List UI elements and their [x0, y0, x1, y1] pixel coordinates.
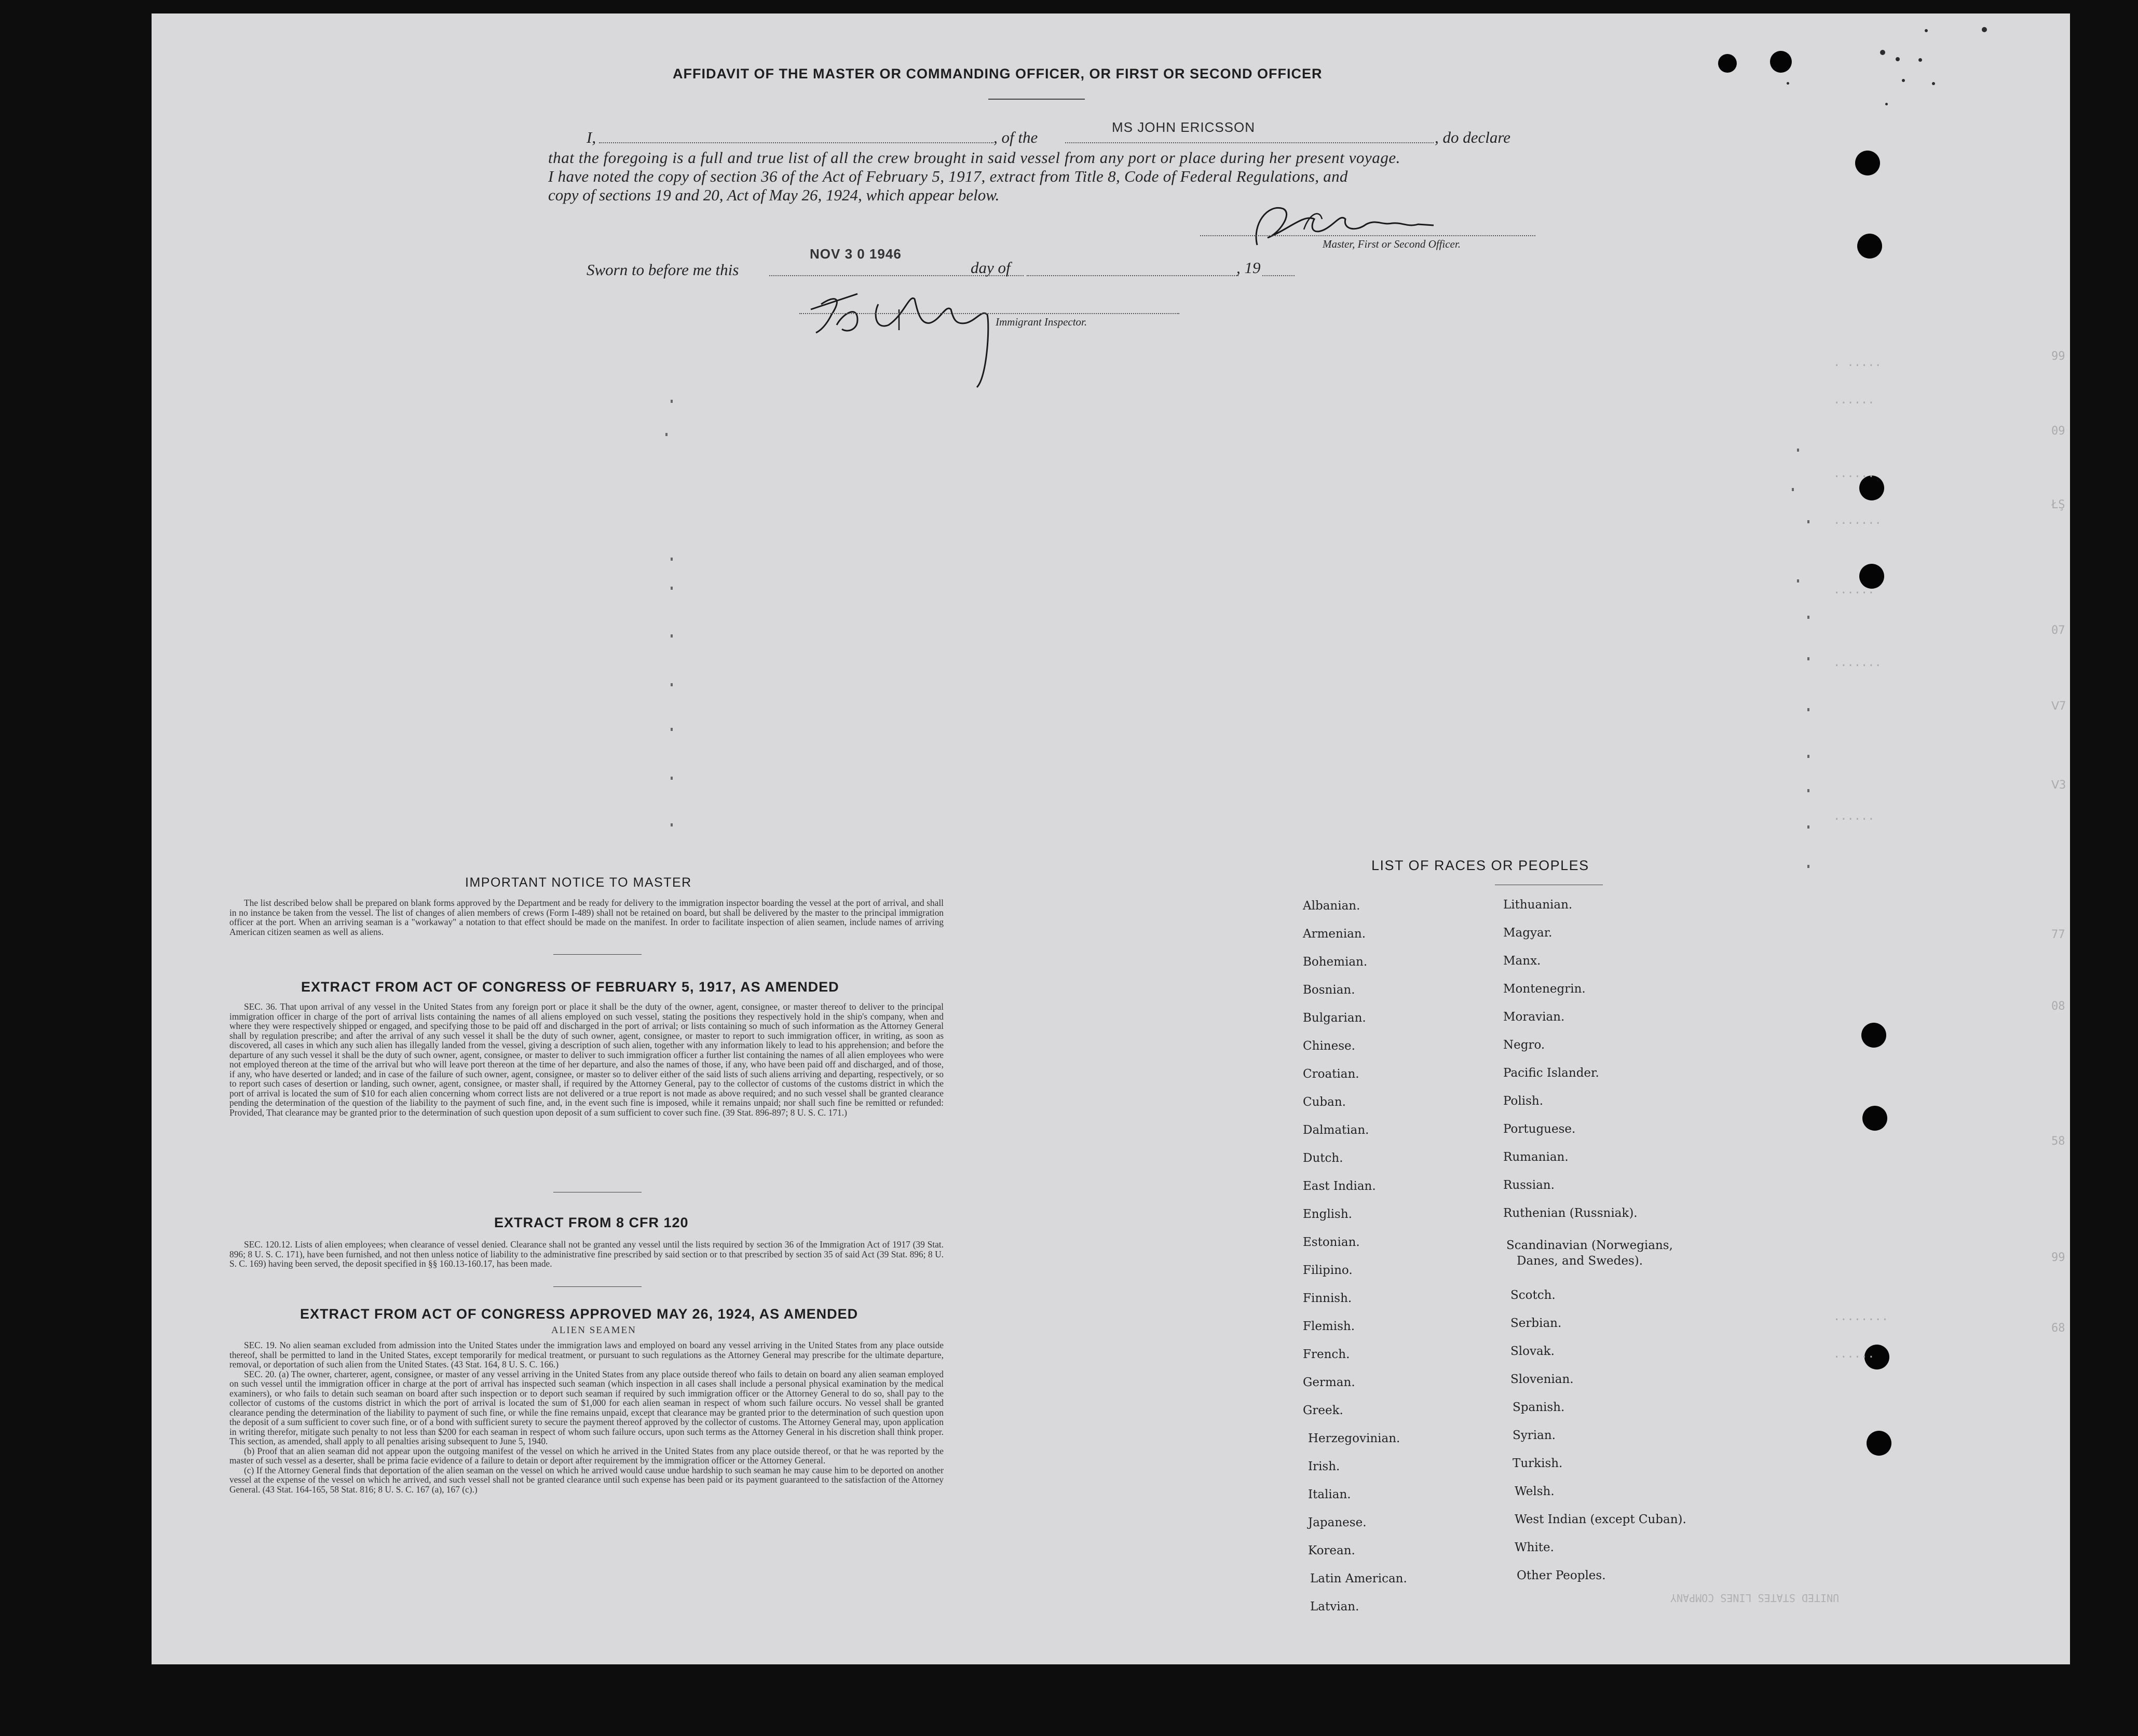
affidavit-i-label: I,	[587, 128, 596, 146]
race-item: Finnish.	[1303, 1292, 1352, 1305]
inspector-signature	[800, 273, 1039, 392]
extract-1917-paragraph: SEC. 36. That upon arrival of any vessel in the United States from any foreign port or place it shall be the duty of the owner, agent, consignee, or master thereof to deliver to the principal immigration officer in charge of the port of arrival lists containing the names of all aliens employed on such vessel, stating the positions they respectively hold in the ship's company, when and where they were respectively shipped or engaged, and specifying those to be paid off and discharged in the port of arrival; or lists containing so much of such information as the Attorney General shall by regulation prescribe; and after the arrival of any such vessel it shall be the duty of such owner, agent, consignee, or master to report to such immigration officer, in writing, as soon as discovered, all cases in which any such alien has illegally landed from the vessel, giving a description of such alien, together with any information likely to lead to his apprehension; and before the departure of any such vessel it shall be the duty of such owner, agent, consignee, or master to deliver to such immigration officer a further list containing the names of all alien employees who were not employed thereon at the time of the arrival but who will leave port thereon at the time of her departure, and also the names of those, if any, who have been paid off and discharged, and of those, if any, who have deserted or landed; and in case of the failure of such owner, agent, consignee, or master so to deliver either of the said lists of such aliens arriving and departing, respectively, or so to report such cases of desertion or landing, such owner, agent, consignee, or master shall, if required by the Attorney General, pay to the collector of customs of the customs district in which the port of arrival is located the sum of $10 for each alien concerning whom correct lists are not delivered or a true report is not made as above required; and no such vessel shall be granted clearance pending the determination of the question of the liability to the payment of such fine, and, in the event such fine is imposed, while it remains unpaid; nor shall such fine be remitted or refunded: Provided, That clearance may be granted prior to the determination of such question upon deposit of a sum sufficient to cover such fine. (39 Stat. 896-897; 8 U. S. C. 171.)	[229, 1001, 944, 1118]
extract-1924-subtitle: ALIEN SEAMEN	[551, 1325, 636, 1336]
race-item: Danes, and Swedes).	[1517, 1254, 1643, 1268]
master-caption: Master, First or Second Officer.	[1323, 238, 1461, 250]
race-item: Chinese.	[1303, 1039, 1355, 1053]
race-item: Cuban.	[1303, 1095, 1346, 1109]
affidavit-title: AFFIDAVIT OF THE MASTER OR COMMANDING OFFICER, OR FIRST OR SECOND OFFICER	[673, 66, 1323, 82]
race-item: Latvian.	[1310, 1600, 1359, 1613]
race-item: Negro.	[1503, 1038, 1545, 1052]
race-item: Turkish.	[1513, 1457, 1563, 1470]
race-item: Armenian.	[1303, 927, 1366, 941]
section-divider	[553, 1286, 642, 1287]
punch-hole	[1718, 54, 1737, 73]
name-fill-line	[599, 142, 993, 143]
race-item: Rumanian.	[1503, 1150, 1569, 1164]
race-item: Welsh.	[1515, 1485, 1555, 1498]
race-item: Spanish.	[1513, 1401, 1565, 1414]
sec-20c-paragraph: (c) If the Attorney General finds that deportation of the alien seaman on the vessel on which he arrived would cause undue hardship to such seaman he may cause him to be deported on another vessel at the expense of the vessel on which he arrived, and such vessel shall not be granted clearance until such expense has been paid or its payment guaranteed to the satisfaction of the Attorney General. (43 Stat. 164-165, 58 Stat. 816; 8 U. S. C. 167 (a), 167 (c).)	[229, 1464, 944, 1495]
race-item: Bulgarian.	[1303, 1011, 1366, 1025]
extract-1917-text	[229, 1002, 944, 1117]
race-item: Syrian.	[1513, 1429, 1556, 1442]
day-of-label: day of	[971, 259, 1011, 277]
race-item: Scandinavian (Norwegians,	[1506, 1239, 1673, 1252]
race-item: Lithuanian.	[1503, 898, 1573, 912]
year-prefix: , 19	[1236, 259, 1261, 277]
race-item: Flemish.	[1303, 1320, 1355, 1333]
race-item: Dalmatian.	[1303, 1123, 1369, 1137]
race-item: Russian.	[1503, 1178, 1555, 1192]
affidavit-line-3: I have noted the copy of section 36 of the Act of February 5, 1917, extract from Title 8, Code of Federal Regulations, and	[548, 167, 1348, 185]
punch-hole	[1861, 1023, 1886, 1048]
sec-20b-paragraph: (b) Proof that an alien seaman did not appear upon the outgoing manifest of the vessel on which he arrived in the United States from any place outside thereof, or that he was reported by the master of such vessel as a deserter, shall be prima facie evidence of a failure to detain or deport after requirement by the immigration officer or the Attorney General.	[229, 1445, 944, 1466]
punch-hole	[1867, 1431, 1891, 1456]
inspector-caption: Immigrant Inspector.	[996, 316, 1087, 328]
race-item: Magyar.	[1503, 926, 1553, 940]
affidavit-do-declare: , do declare	[1435, 128, 1511, 146]
race-item: Dutch.	[1303, 1151, 1343, 1165]
race-item: Bohemian.	[1303, 955, 1368, 969]
punch-hole	[1859, 564, 1884, 589]
race-item: Bosnian.	[1303, 983, 1355, 997]
race-item: West Indian (except Cuban).	[1515, 1513, 1686, 1526]
affidavit-line-4: copy of sections 19 and 20, Act of May 26, 1924, which appear below.	[548, 186, 1000, 204]
extract-cfr-title: EXTRACT FROM 8 CFR 120	[494, 1215, 689, 1230]
race-item: Polish.	[1503, 1094, 1544, 1108]
section-divider	[553, 954, 642, 955]
punch-hole	[1855, 151, 1880, 175]
notice-title: IMPORTANT NOTICE TO MASTER	[465, 875, 692, 890]
extract-cfr-text	[229, 1240, 944, 1269]
affidavit-line-2: that the foregoing is a full and true list of all the crew brought in said vessel from any port or place during her present voyage.	[548, 148, 1400, 167]
punch-hole	[1770, 51, 1792, 73]
race-item: Moravian.	[1503, 1010, 1565, 1024]
extract-1924-title: EXTRACT FROM ACT OF CONGRESS APPROVED MAY 26, 1924, AS AMENDED	[300, 1306, 859, 1322]
race-item: Italian.	[1308, 1488, 1351, 1501]
inspector-signature-line	[799, 313, 1179, 314]
title-divider	[988, 99, 1085, 100]
race-item: French.	[1303, 1348, 1350, 1361]
race-item: Ruthenian (Russniak).	[1503, 1206, 1638, 1220]
punch-hole	[1862, 1106, 1887, 1131]
master-signature-line	[1200, 235, 1535, 236]
notice-text	[229, 898, 944, 937]
sec-19-paragraph: SEC. 19. No alien seaman excluded from admission into the United States under the immigration laws and employed on board any vessel arriving in the United States from any place outside thereof, shall be permitted to land in the United States, except temporarily for medical treatment, or pursuant to such regulations as the Attorney General may prescribe for the ultimate departure, removal, or deportation of such alien from the United States. (43 Stat. 164, 8 U. S. C. 166.)	[229, 1340, 944, 1369]
race-item: Slovenian.	[1510, 1373, 1574, 1386]
race-item: Greek.	[1303, 1404, 1343, 1417]
sworn-label: Sworn to before me this	[587, 261, 739, 279]
extract-1917-title: EXTRACT FROM ACT OF CONGRESS OF FEBRUARY 5, 1917, AS AMENDED	[301, 979, 839, 995]
races-title: LIST OF RACES OR PEOPLES	[1371, 858, 1589, 873]
race-item: Slovak.	[1510, 1345, 1555, 1358]
race-item: Estonian.	[1303, 1236, 1360, 1249]
sec-20a-paragraph: SEC. 20. (a) The owner, charterer, agent, consignee, or master of any vessel arriving in the United States from any place outside thereof who fails to detain on board any alien seaman employed on such vessel until the immigration officer in charge at the port of arrival has inspected such seaman (which inspection in all cases shall include a personal physical examination by the medical examiners), or who fails to detain such seaman on board after such inspection or to deport such seaman if required by such immigration officer or the Attorney General to do so, shall pay to the collector of customs of the customs district in which the port of arrival is located the sum of $1,000 for each alien seaman in respect of whom such failure occurs. No vessel shall be granted clearance pending the determination of the liability to payment of such fine, or while the fine remains unpaid, except that clearance may be granted prior to the determination of such question upon the deposit of a sum sufficient to cover such fine, or of a bond with sufficient surety to secure the payment thereof approved by the collector of customs. The Attorney General may, upon application in writing therefor, mitigate such penalty to not less than $200 for each seaman in respect of whom such failure occurs, upon such terms as the Attorney General in his discretion shall think proper. This section, as amended, shall apply to all penalties arising subsequent to June 5, 1940.	[229, 1368, 944, 1446]
notice-paragraph: The list described below shall be prepared on blank forms approved by the Department and be ready for delivery to the immigration inspector boarding the vessel at the port of arrival, and shall in no instance be taken from the vessel. The list of changes of alien members of crews (Form I-489) shall not be retained on board, but shall be delivered by the master to the principal immigration officer at the port. When an arriving seaman is a "workaway" a notation to that effect should be made on the manifest. In order to facilitate inspection of alien seamen, include names of arriving American citizen seamen as well as aliens.	[229, 898, 944, 937]
document-page: 99 09 ŁŞ 07 ᐯ7 ᐯ3 77 08 58 99 68 · ····· ······ ······ ······· ······ ······· ······ ········ ······ AFFIDAVIT OF THE MASTER OR COMMANDING OFFICER, OR FIRST OR SECOND OFFICER I, , of the MS JOHN ERICSSON , do declare that the foregoing is a full and true list of all the crew brought in said vessel from any port or place during her present voyage. I have noted the copy of section 36 of the Act of February 5, 1917, extract from Title 8, Code of Federal Regulations, and copy of sections 19 and 20, Act of May 26, 1924, which appear below. Master, First or Second Officer. Sworn to before me this NOV 3 0 1946 day of , 19 Immigrant Inspector. IMPORTANT NOTICE TO MASTER The list described below shall be prepared on blank forms approved by the Department and be ready for delivery to the immigration inspector boarding the vessel at the port of arrival, and shall in no instance be taken from the vessel. The list of changes of alien members of crews (Form I-489) shall not be retained on board, but shall be delivered by the master to the principal immigration officer at the port. When an arriving seaman is a "workaway" a notation to that effect should be made on the manifest. In order to facilitate inspection of alien seamen, include names of arriving American citizen seamen as well as aliens. EXTRACT FROM ACT OF CONGRESS OF FEBRUARY 5, 1917, AS AMENDED SEC. 36. That upon arrival of any vessel in the United States from any foreign port or place it shall be the duty of the owner, agent, consignee, or master thereof to deliver to the principal immigration officer in charge of the port of arrival lists containing the names of all aliens employed on such vessel, stating the positions they respectively hold in the ship's company, when and where they were respectively shipped or engaged, and specifying those to be paid off and discharged in the port of arrival; or lists containing so much of such information as the Attorney General shall by regulation prescribe; and after the arrival of any such vessel it shall be the duty of such owner, agent, consignee, or master to report to such immigration officer, in writing, as soon as discovered, all cases in which any such alien has illegally landed from the vessel, giving a description of such alien, together with any information likely to lead to his apprehension; and before the departure of any such vessel it shall be the duty of such owner, agent, consignee, or master to deliver to such immigration officer a further list containing the names of all alien employees who were not employed thereon at the time of the arrival but who will leave port thereon at the time of her departure, and also the names of those, if any, who have been paid off and discharged, and of those, if any, who have deserted or landed; and in case of the failure of such owner, agent, consignee, or master so to deliver either of the said lists of such aliens arriving and departing, respectively, or so to report such cases of desertion or landing, such owner, agent, consignee, or master shall, if required by the Attorney General, pay to the collector of customs of the customs district in which the port of arrival is located the sum of $10 for each alien concerning whom correct lists are not delivered or a true report is not made as above required; and no such vessel shall be granted clearance pending the determination of the question of the liability to the payment of such fine, and, in the event such fine is imposed, while it remains unpaid; nor shall such fine be remitted or refunded: Provided, That clearance may be granted prior to the determination of such question upon deposit of a sum sufficient to cover such fine. (39 Stat. 896-897; 8 U. S. C. 171.) EXTRACT FROM 8 CFR 120 SEC. 120.12. Lists of alien employees; when clearance of vessel denied. Clearance shall not be granted any vessel until the lists required by section 36 of the Immigration Act of 1917 (39 Stat. 896; 8 U. S. C. 171), have been furnished, and not then unless notice of liability to the administrative fine prescribed by said section or to that prescribed by section 35 of said Act (39 Stat. 896; 8 U. S. C. 169) having been served, the deposit specified in §§ 160.13-160.17, has been made. EXTRACT FROM ACT OF CONGRESS APPROVED MAY 26, 1924, AS AMENDED ALIEN SEAMEN SEC. 19. No alien seaman excluded from admission into the United States under the immigration laws and employed on board any vessel arriving in the United States from any place outside thereof, shall be permitted to land in the United States, except temporarily for medical treatment, or pursuant to such regulations as the Attorney General may prescribe for the ultimate departure, removal, or deportation of such alien from the United States. (43 Stat. 164, 8 U. S. C. 166.) SEC. 20. (a) The owner, charterer, agent, consignee, or master of any vessel arriving in the United States from any place outside thereof who fails to detain on board any alien seaman employed on such vessel until the immigration officer in charge at the port of arrival has inspected such seaman (which inspection in all cases shall include a personal physical examination by the medical examiners), or who fails to detain such seaman on board after such inspection or to deport such seaman if required by such immigration officer or the Attorney General to do so, shall pay to the collector of customs of the customs district in which the port of arrival is located the sum of $1,000 for each alien seaman in respect of whom such failure occurs. No vessel shall be granted clearance pending the determination of the liability to payment of such fine, or while the fine remains unpaid, except that clearance may be granted prior to the determination of such question upon the deposit of a sum sufficient to cover such fine, or of a bond with sufficient surety to secure the payment thereof approved by the collector of customs. The Attorney General may, upon application in writing therefor, mitigate such penalty to not less than $200 for each seaman in respect of whom such failure occurs, upon such terms as the Attorney General in his discretion shall think proper. This section, as amended, shall apply to all penalties arising subsequent to June 5, 1940. (b) Proof that an alien seaman did not appear upon the outgoing manifest of the vessel on which he arrived in the United States from any place outside thereof, or that he was reported by the master of such vessel as a deserter, shall be prima facie evidence of a failure to detain or deport after requirement by the immigration officer or the Attorney General. (c) If the Attorney General finds that deportation of the alien seaman on the vessel on which he arrived would cause undue hardship to such seaman he may cause him to be deported on another vessel at the expense of the vessel on which he arrived, and such vessel shall not be granted clearance until such expense has been paid or its payment guaranteed to the satisfaction of the Attorney General. (43 Stat. 164-165, 58 Stat. 816; 8 U. S. C. 167 (a), 167 (c).) LIST OF RACES OR PEOPLES Albanian. Armenian. Bohemian. Bosnian. Bulgarian. Chinese. Croatian. Cuban. Dalmatian. Dutch. East Indian. English. Estonian. Filipino. Finnish. Flemish. French. German. Greek. Herzegovinian. Irish. Italian. Japanese. Korean. Latin American. Latvian. Lithuanian. Magyar. Manx. Montenegrin. Moravian. Negro. Pacific Islander. Polish. Portuguese. Rumanian. Russian. Ruthenian (Russniak). Scandinavian (Norwegians, Danes, and Swedes). Scotch. Serbian. Slovak. Slovenian. Spanish. Syrian. Turkish. Welsh. West Indian (except Cuban). White. Other Peoples. UNITED STATES LINES COMPANY	[152, 13, 2070, 1664]
race-item: White.	[1515, 1541, 1554, 1554]
race-item: Pacific Islander.	[1503, 1066, 1599, 1080]
race-item: Albanian.	[1303, 899, 1360, 913]
race-item: English.	[1303, 1208, 1352, 1221]
punch-hole	[1857, 234, 1882, 259]
race-item: Herzegovinian.	[1308, 1432, 1400, 1445]
extract-1924-text	[229, 1340, 944, 1494]
race-item: Portuguese.	[1503, 1122, 1576, 1136]
race-item: Other Peoples.	[1517, 1569, 1606, 1582]
race-item: Montenegrin.	[1503, 982, 1586, 996]
race-item: Manx.	[1503, 954, 1541, 968]
race-item: East Indian.	[1303, 1179, 1376, 1193]
race-item: Filipino.	[1303, 1264, 1353, 1277]
race-item: German.	[1303, 1376, 1355, 1389]
vessel-fill-line	[1065, 142, 1434, 143]
year-fill-line	[1262, 275, 1295, 276]
vessel-name: MS JOHN ERICSSON	[1112, 119, 1256, 135]
race-item: Irish.	[1308, 1460, 1340, 1473]
race-item: Scotch.	[1510, 1289, 1556, 1302]
race-item: Croatian.	[1303, 1067, 1359, 1081]
race-item: Japanese.	[1308, 1516, 1367, 1529]
extract-cfr-paragraph: SEC. 120.12. Lists of alien employees; when clearance of vessel denied. Clearance shall not be granted any vessel until the lists required by section 36 of the Immigration Act of 1917 (39 Stat. 896; 8 U. S. C. 171), have been furnished, and not then unless notice of liability to the administrative fine prescribed by said section or to that prescribed by section 35 of said Act (39 Stat. 896; 8 U. S. C. 169) having been served, the deposit specified in §§ 160.13-160.17, has been made.	[229, 1239, 944, 1269]
race-item: Latin American.	[1310, 1572, 1407, 1585]
affidavit-of-the: , of the	[993, 128, 1038, 146]
race-item: Serbian.	[1510, 1317, 1562, 1330]
date-stamp: NOV 3 0 1946	[810, 246, 902, 262]
race-item: Korean.	[1308, 1544, 1355, 1557]
month-fill-line	[1027, 275, 1238, 276]
